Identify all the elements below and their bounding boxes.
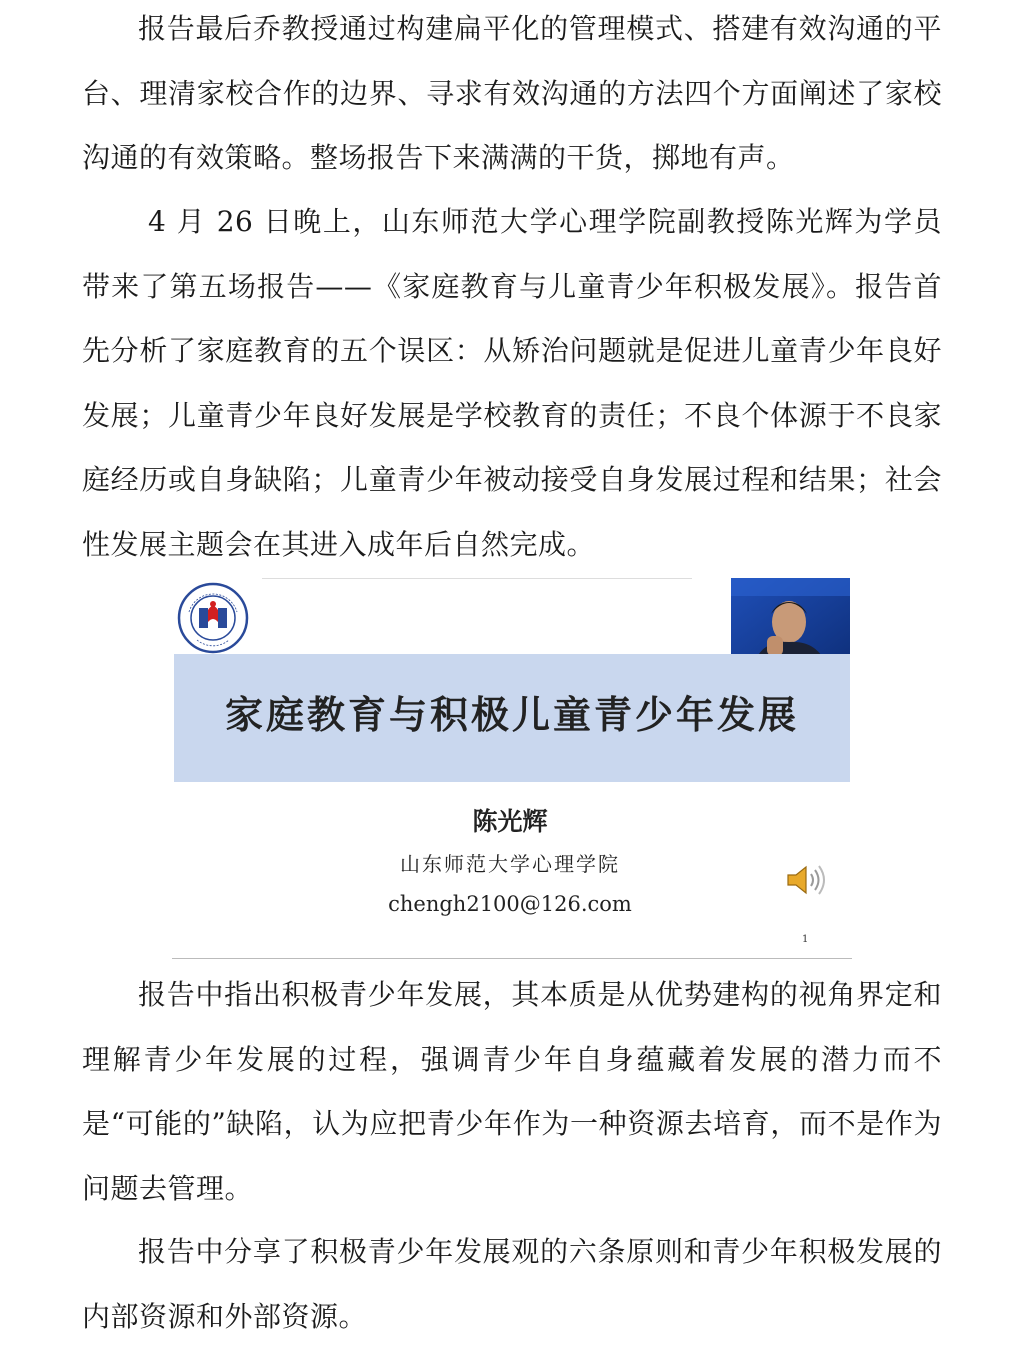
slide-page-number: 1 — [802, 934, 809, 945]
slide-presenter-name: 陈光辉 — [472, 807, 548, 836]
paragraph-2: 4 月 26 日晚上，山东师范大学心理学院副教授陈光辉为学员带来了第五场报告——《家庭教育与儿童青少年积极发展》。报告首先分析了家庭教育的五个误区：从矫治问题就是促进儿童青少年良好发展；儿童青少年良好发展是学校教育的责任；不良个体源于不良家庭经历或自身缺陷；儿童青少年被动接受自身发展过程和结果；社会性发展主题会在其进入成年后自然完成。 — [82, 205, 942, 561]
university-logo-icon — [177, 582, 249, 654]
slide-affiliation: 山东师范大学心理学院 — [400, 852, 620, 876]
paragraph-4: 报告中分享了积极青少年发展观的六条原则和青少年积极发展的内部资源和外部资源。 — [82, 1235, 942, 1333]
slide-email: chengh2100@126.com — [388, 892, 632, 916]
slide-bottom-rule — [172, 958, 852, 959]
paragraph-1: 报告最后乔教授通过构建扁平化的管理模式、搭建有效沟通的平台、理清家校合作的边界、寻求有效沟通的方法四个方面阐述了家校沟通的有效策略。整场报告下来满满的干货，掷地有声。 — [82, 12, 942, 174]
slide-title-banner — [174, 654, 850, 782]
speaker-icon — [784, 862, 830, 898]
embedded-slide-image — [172, 576, 852, 960]
slide-title: 家庭教育与积极儿童青少年发展 — [224, 692, 799, 737]
slide-top-rule — [262, 578, 692, 579]
presenter-webcam-image — [731, 578, 850, 666]
paragraph-3: 报告中指出积极青少年发展，其本质是从优势建构的视角界定和理解青少年发展的过程，强调青少年自身蕴藏着发展的潜力而不是“可能的”缺陷，认为应把青少年作为一种资源去培育，而不是作为问题去管理。 — [82, 978, 942, 1205]
